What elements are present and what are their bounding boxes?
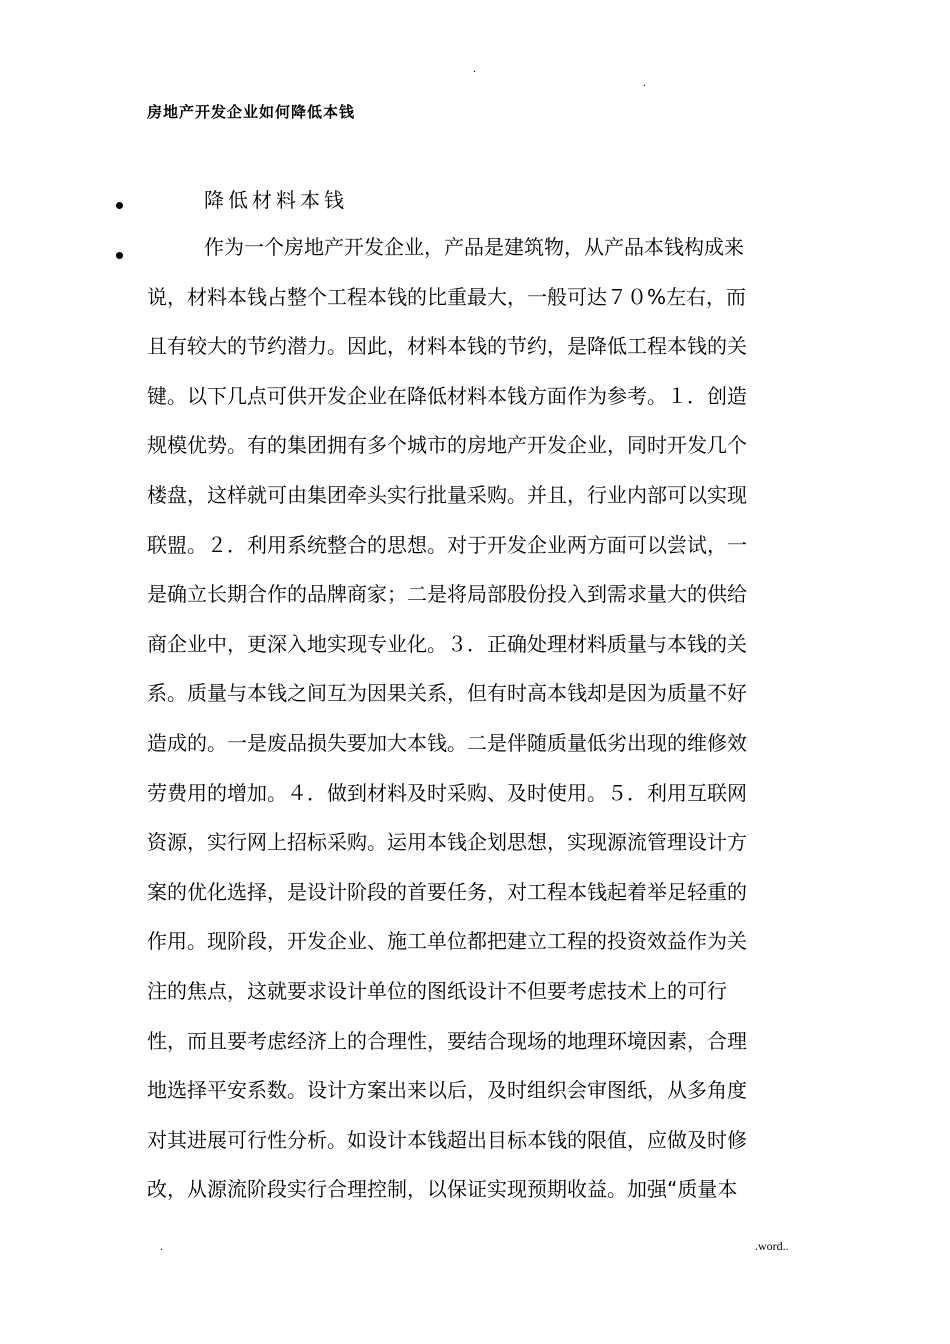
paragraph-line: 是确立长期合作的品牌商家；二是将局部股份投入到需求量大的供给 [147,582,747,607]
paragraph-line: 作用。现阶段，开发企业、施工单位都把建立工程的投资效益作为关 [147,929,747,954]
bullet-icon [116,252,123,259]
paragraph-line: 键。以下几点可供开发企业在降低材料本钱方面作为参考。１．创造 [147,383,747,408]
paragraph-line: 联盟。２．利用系统整合的思想。对于开发企业两方面可以尝试，一 [147,532,747,557]
paragraph-line: 作为一个房地产开发企业，产品是建筑物，从产品本钱构成来 [204,235,744,259]
paragraph-line: 对其进展可行性分析。如设计本钱超出目标本钱的限值，应做及时修 [147,1127,747,1152]
paragraph [147,232,817,1224]
paragraph-line: 商企业中，更深入地实现专业化。３．正确处理材料质量与本钱的关 [147,631,747,656]
paragraph-line: 楼盘，这样就可由集团牵头实行批量采购。并且，行业内部可以实现 [147,482,747,507]
paragraph-line: 造成的。一是废品损失要加大本钱。二是伴随质量低劣出现的维修效 [147,730,747,755]
header-dot-right: . [643,75,646,89]
paragraph-line: 系。质量与本钱之间互为因果关系，但有时高本钱却是因为质量不好 [147,681,747,706]
paragraph-line: 规模优势。有的集团拥有多个城市的房地产开发企业，同时开发几个 [147,433,747,458]
paragraph-line: 地选择平安系数。设计方案出来以后，及时组织会审图纸，从多角度 [147,1078,747,1103]
paragraph-line: 改，从源流阶段实行合理控制，以保证实现预期收益。加强“质量本 [147,1177,738,1202]
paragraph-line: 说，材料本钱占整个工程本钱的比重最大，一般可达７０%左右，而 [147,284,747,309]
paragraph-line: 资源，实行网上招标采购。运用本钱企划思想，实现源流管理设计方 [147,830,747,855]
paragraph-line: 且有较大的节约潜力。因此，材料本钱的节约，是降低工程本钱的关 [147,334,747,359]
paragraph-line: 注的焦点，这就要求设计单位的图纸设计不但要考虑技术上的可行 [147,978,727,1003]
bullet-icon [116,202,123,209]
paragraph-line: 劳费用的增加。４．做到材料及时采购、及时使用。５．利用互联网 [147,780,747,805]
footer-dot: . [160,1239,163,1253]
header-dot-left: . [473,61,476,75]
section-heading: 降低材料本钱 [204,188,348,212]
paragraph-line: 案的优化选择，是设计阶段的首要任务，对工程本钱起着举足轻重的 [147,879,747,904]
document-title: 房地产开发企业如何降低本钱 [147,103,356,121]
footer-word-label: .word.. [755,1239,789,1253]
paragraph-line: 性，而且要考虑经济上的合理性，要结合现场的地理环境因素，合理 [147,1028,747,1053]
